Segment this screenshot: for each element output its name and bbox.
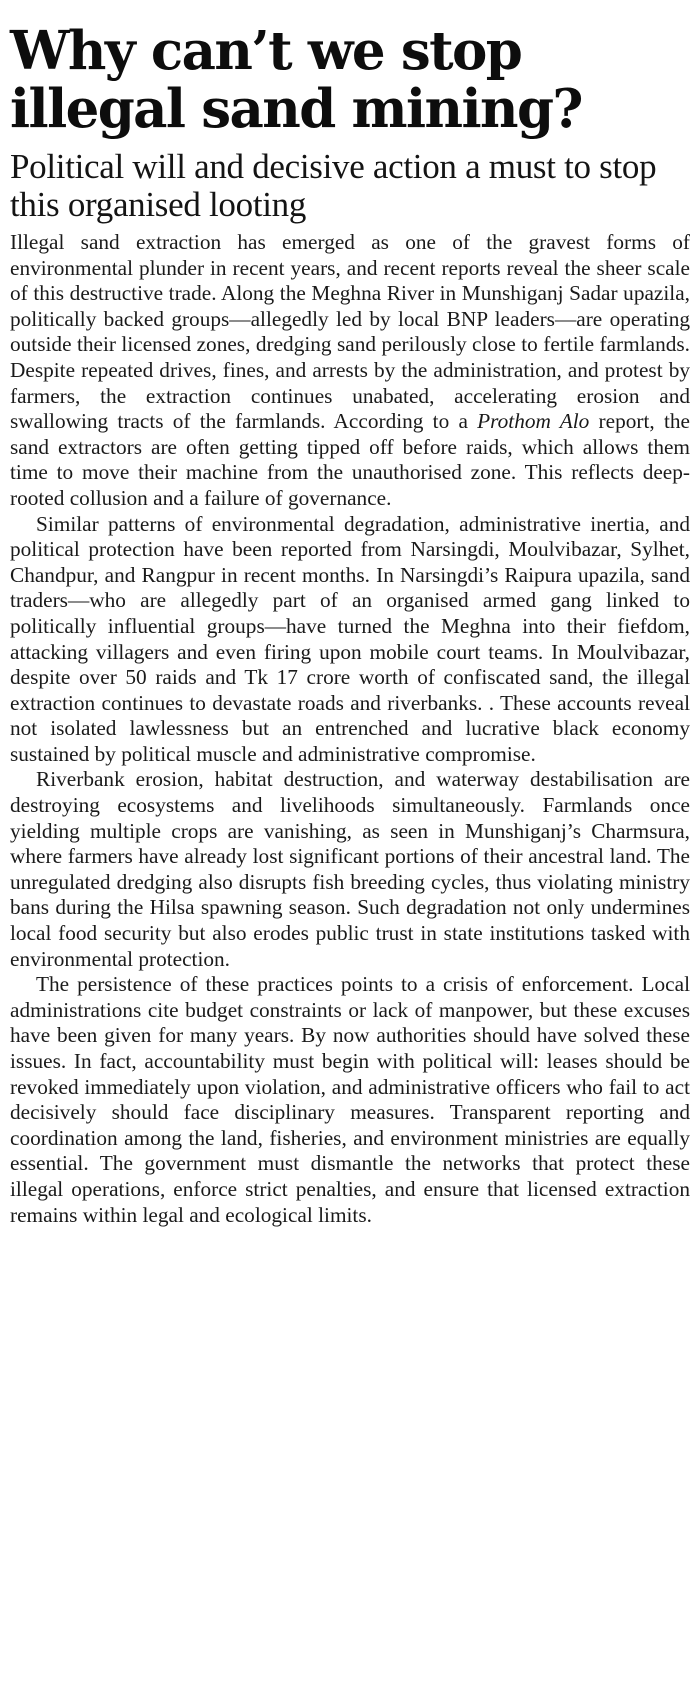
subheadline: Political will and decisive action a must to stop this organised looting <box>10 147 657 224</box>
paragraph-3: Riverbank erosion, habitat destruction, and waterway destabilisation are destroying ecosystems and livelihoods simultaneously. Farmlands once yielding multiple crops are vanishing, as seen in Munshiganj’s Charmsura, where farmers have already lost significant portions of their ancestral land. The unregulated dredging also disrupts fish breeding cycles, thus violating ministry bans during the Hilsa spawning season. Such degradation not only undermines local food security but also erodes public trust in state institutions tasked with environmental protection. <box>10 767 690 971</box>
paragraph-4: The persistence of these practices points to a crisis of enforcement. Local administrations cite budget constraints or lack of manpower, but these excuses have been given for many years. By now authorities should have solved these issues. In fact, accountability must begin with political will: leases should be revoked immediately upon violation, and administrative officers who fail to act decisively should face disciplinary measures. Transparent reporting and coordination among the land, fisheries, and environment ministries are equally essential. The government must dismantle the networks that protect these illegal operations, enforce strict penalties, and ensure that licensed extraction remains within legal and ecological limits. <box>10 972 690 1227</box>
headline: Why can’t we stop illegal sand mining? <box>10 20 582 140</box>
paragraph-1 <box>10 230 690 512</box>
article-body <box>10 230 690 1228</box>
paragraph-2: Similar patterns of environmental degradation, administrative inertia, and political protection have been reported from Narsingdi, Moulvibazar, Sylhet, Chandpur, and Rangpur in recent months. In Narsingdi’s Raipura upazila, sand traders—who are allegedly part of an organised armed gang linked to politically influential groups—have turned the Meghna into their fiefdom, attacking villagers and even firing upon mobile court teams. In Moulvibazar, despite over 50 raids and Tk 17 crore worth of confiscated sand, the illegal extraction continues to devastate roads and riverbanks. . These accounts reveal not isolated lawlessness but an entrenched and lucrative black economy sustained by political muscle and administrative compromise. <box>10 511 690 766</box>
source-publication-name: Prothom Alo <box>477 409 590 434</box>
paragraph-1-text-before: Illegal sand extraction has emerged as one of the gravest forms of environmental plunder in recent years, and recent reports reveal the sheer scale of this destructive trade. Along the Meghna River in Munshiganj Sadar upazila, politically backed groups—allegedly led by local BNP leaders—are operating outside their licensed zones, dredging sand perilously close to fertile farmlands. Despite repeated drives, fines, and arrests by the administration, and protest by farmers, the extraction continues unabated, accelerating erosion and swallowing tracts of the farmlands. According to a <box>10 230 690 434</box>
paragraph-1-text-after: report, the sand extractors are often getting tipped off before raids, which allows them time to move their machine from the unauthorised zone. This reflects deep-rooted collusion and a failure of governance. <box>10 409 690 510</box>
